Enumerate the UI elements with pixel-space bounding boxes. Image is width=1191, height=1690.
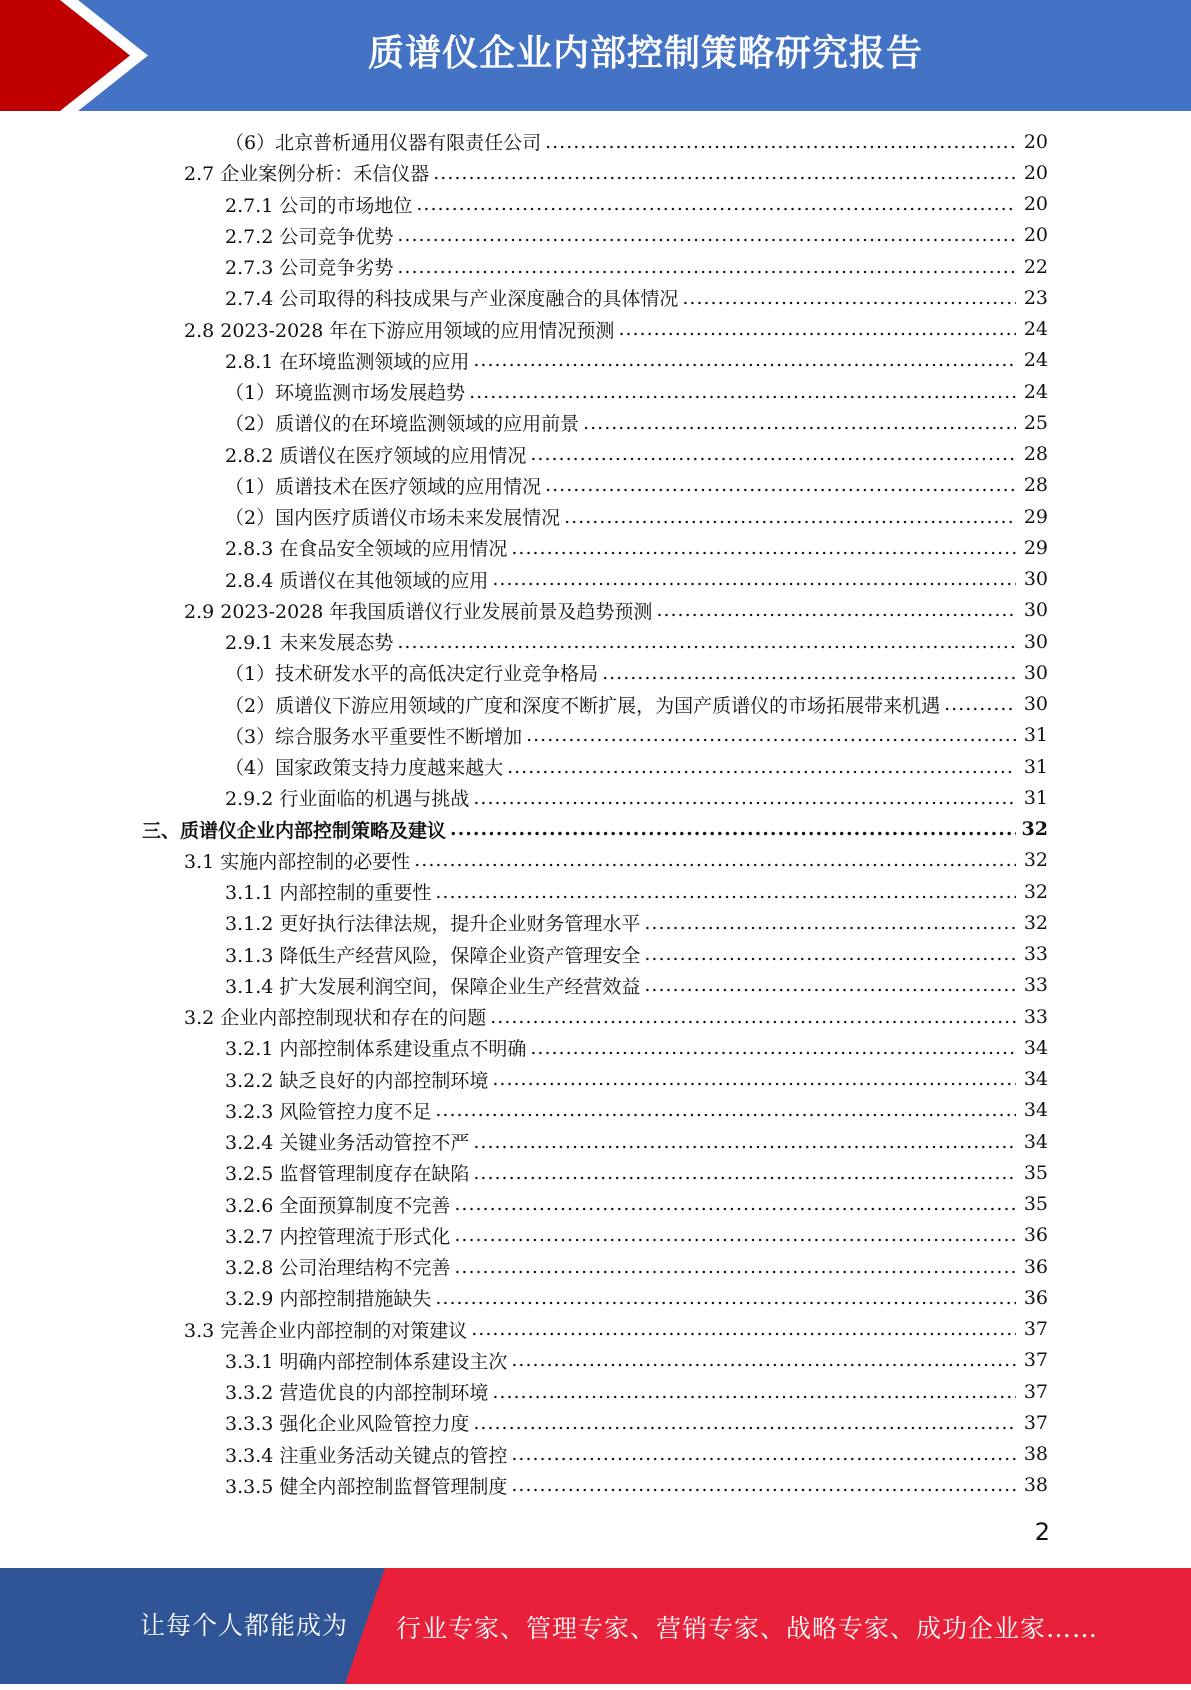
toc-entry[interactable] [0,1314,1191,1345]
toc-entry-title: 3.2.8 公司治理结构不完善 [225,1257,451,1280]
toc-entry-page: 30 [1023,661,1048,684]
toc-entry-title: 3.3.3 强化企业风险管控力度 [225,1413,470,1436]
toc-entry[interactable] [0,1345,1191,1376]
toc-dot-leader [644,943,1016,965]
toc-dot-leader [454,1256,1016,1278]
toc-entry-title: 3.2.4 关键业务活动管控不严 [225,1132,470,1155]
toc-entry[interactable] [0,1157,1191,1188]
toc-entry-title: 3.2.1 内部控制体系建设重点不明确 [225,1038,527,1061]
toc-entry-page: 32 [1023,911,1048,934]
toc-entry-title: 3.3.5 健全内部控制监督管理制度 [225,1475,508,1498]
toc-dot-leader [511,1349,1016,1371]
toc-entry-page: 20 [1023,161,1048,184]
toc-entry-page: 33 [1023,943,1048,966]
toc-entry-title: 2.8.4 质谱仪在其他领域的应用 [225,569,489,592]
toc-dot-leader [492,1068,1016,1090]
toc-entry-page: 35 [1023,1193,1048,1216]
toc-entry-title: 3.2.9 内部控制措施缺失 [225,1288,432,1311]
toc-entry-title: 3.1.4 扩大发展利润空间，保障企业生产经营效益 [225,975,641,998]
toc-entry-page: 32 [1023,880,1048,903]
toc-entry[interactable] [0,970,1191,1001]
toc-entry-title: 3.2.5 监督管理制度存在缺陷 [225,1163,470,1186]
toc-dot-leader [583,412,1016,434]
toc-dot-leader [397,224,1016,246]
toc-dot-leader [944,693,1016,715]
toc-entry-title: （4）国家政策支持力度越来越大 [225,757,504,780]
toc-dot-leader [492,568,1016,590]
toc-entry[interactable] [0,1251,1191,1282]
toc-dot-leader [397,631,1016,653]
toc-entry[interactable] [0,626,1191,657]
toc-entry-page: 36 [1023,1224,1048,1247]
toc-entry-title: 3.2.7 内控管理流于形式化 [225,1225,451,1248]
toc-dot-leader [530,1037,1016,1059]
page-number: 2 [1034,1518,1050,1546]
toc-dot-leader [397,256,1016,278]
toc-entry-title: （2）质谱仪的在环境监测领域的应用前景 [225,413,580,436]
toc-entry-page: 35 [1023,1161,1048,1184]
toc-dot-leader [454,1193,1016,1215]
toc-entry-page: 30 [1023,630,1048,653]
toc-entry-page: 34 [1023,1068,1048,1091]
toc-entry-page: 30 [1023,693,1048,716]
toc-entry-page: 38 [1023,1474,1048,1497]
toc-entry-title: （1）环境监测市场发展趋势 [225,382,466,405]
toc-entry[interactable] [0,1407,1191,1438]
footer-slogan-left: 让每个人都能成为 [140,1611,349,1640]
toc-entry-title: （6）北京普析通用仪器有限责任公司 [225,132,542,155]
toc-entry-title: 2.7.4 公司取得的科技成果与产业深度融合的具体情况 [225,288,679,311]
toc-dot-leader [511,1474,1016,1496]
toc-dot-leader [492,1381,1016,1403]
toc-entry[interactable] [0,876,1191,907]
toc-entry-page: 29 [1023,536,1048,559]
toc-entry-title: 2.8.2 质谱仪在医疗领域的应用情况 [225,444,527,467]
toc-entry-page: 20 [1023,130,1048,153]
toc-entry[interactable] [0,345,1191,376]
toc-dot-leader [450,818,1016,840]
toc-dot-leader [435,1099,1016,1121]
toc-entry[interactable] [0,532,1191,563]
toc-entry-title: （1）质谱技术在医疗领域的应用情况 [225,475,542,498]
toc-dot-leader [471,1318,1016,1340]
toc-entry-page: 22 [1023,255,1048,278]
toc-entry[interactable] [0,1220,1191,1251]
toc-entry-title: 2.7.3 公司竞争劣势 [225,257,394,280]
toc-dot-leader [656,599,1016,621]
page-header [0,0,1191,111]
toc-entry-title: 2.7.1 公司的市场地位 [225,194,413,217]
toc-entry-page: 33 [1023,1005,1048,1028]
toc-entry-page: 37 [1023,1349,1048,1372]
page-footer [0,1568,1191,1684]
toc-entry[interactable] [0,939,1191,970]
toc-dot-leader [530,443,1016,465]
toc-dot-leader [416,193,1016,215]
toc-entry-title: 2.8.3 在食品安全领域的应用情况 [225,538,508,561]
toc-entry-title: 3.2.3 风险管控力度不足 [225,1100,432,1123]
toc-entry-page: 34 [1023,1099,1048,1122]
toc-dot-leader [511,1443,1016,1465]
toc-dot-leader [454,1224,1016,1246]
header-arrow-decoration [0,0,160,111]
toc-entry[interactable] [0,1126,1191,1157]
toc-dot-leader [473,1131,1016,1153]
toc-entry-title: 3.3.2 营造优良的内部控制环境 [225,1382,489,1405]
toc-entry-title: 3.2 企业内部控制现状和存在的问题 [184,1007,487,1030]
toc-entry[interactable] [0,251,1191,282]
toc-entry-page: 20 [1023,224,1048,247]
toc-entry[interactable] [0,1470,1191,1501]
toc-entry-page: 36 [1023,1255,1048,1278]
toc-entry[interactable] [0,814,1191,845]
toc-entry[interactable] [0,189,1191,220]
toc-entry[interactable] [0,314,1191,345]
toc-entry-page: 24 [1023,349,1048,372]
toc-entry-title: 2.7.2 公司竞争优势 [225,225,394,248]
toc-dot-leader [435,1287,1016,1309]
toc-dot-leader [545,131,1016,153]
toc-entry[interactable] [0,564,1191,595]
toc-entry[interactable] [0,1064,1191,1095]
toc-entry-title: 2.9 2023-2028 年我国质谱仪行业发展前景及趋势预测 [184,600,653,623]
toc-dot-leader [473,1412,1016,1434]
toc-entry[interactable] [0,1376,1191,1407]
toc-dot-leader [473,787,1016,809]
toc-entry[interactable] [0,1095,1191,1126]
toc-dot-leader [469,381,1016,403]
toc-entry-page: 28 [1023,443,1048,466]
toc-entry-title: 2.8.1 在环境监测领域的应用 [225,350,470,373]
toc-entry[interactable] [0,282,1191,313]
toc-entry-page: 24 [1023,380,1048,403]
toc-entry-title: 2.8 2023-2028 年在下游应用领域的应用情况预测 [184,319,615,342]
toc-dot-leader [602,662,1016,684]
toc-entry-page: 36 [1023,1286,1048,1309]
toc-entry[interactable] [0,439,1191,470]
toc-entry-title: 3.1.2 更好执行法律法规，提升企业财务管理水平 [225,913,641,936]
toc-dot-leader [490,1006,1016,1028]
toc-entry[interactable] [0,907,1191,938]
toc-entry-page: 38 [1023,1443,1048,1466]
toc-entry-title: 3.2.2 缺乏良好的内部控制环境 [225,1069,489,1092]
toc-entry-page: 37 [1023,1411,1048,1434]
toc-entry-page: 28 [1023,474,1048,497]
toc-dot-leader [545,474,1016,496]
toc-entry[interactable] [0,126,1191,157]
toc-dot-leader [473,349,1016,371]
toc-entry-title: 3.3.4 注重业务活动关键点的管控 [225,1444,508,1467]
toc-dot-leader [564,506,1016,528]
toc-entry-page: 31 [1023,786,1048,809]
toc-entry-title: 3.1 实施内部控制的必要性 [184,850,411,873]
toc-entry-title: 2.9.2 行业面临的机遇与挑战 [225,788,470,811]
toc-entry-page: 30 [1023,568,1048,591]
toc-dot-leader [435,881,1016,903]
toc-entry-title: 3.3 完善企业内部控制的对策建议 [184,1319,468,1342]
toc-dot-leader [644,912,1016,934]
toc-entry[interactable] [0,1001,1191,1032]
toc-dot-leader [433,162,1016,184]
toc-dot-leader [644,974,1016,996]
toc-dot-leader [473,1162,1016,1184]
toc-entry-page: 31 [1023,755,1048,778]
toc-entry-title: （2）国内医疗质谱仪市场未来发展情况 [225,507,561,530]
toc-dot-leader [511,537,1016,559]
toc-entry-page: 30 [1023,599,1048,622]
toc-entry-title: 3.1.3 降低生产经营风险，保障企业资产管理安全 [225,944,641,967]
table-of-contents [0,126,1191,1501]
toc-entry-page: 37 [1023,1318,1048,1341]
toc-entry[interactable] [0,595,1191,626]
toc-entry[interactable] [0,1189,1191,1220]
toc-entry[interactable] [0,657,1191,688]
toc-entry-page: 24 [1023,318,1048,341]
toc-entry-page: 32 [1023,849,1048,872]
toc-entry[interactable] [0,157,1191,188]
toc-entry[interactable] [0,470,1191,501]
toc-entry[interactable] [0,720,1191,751]
toc-entry-page: 29 [1023,505,1048,528]
toc-entry-title: 2.9.1 未来发展态势 [225,632,394,655]
toc-dot-leader [618,318,1016,340]
report-title: 质谱仪企业内部控制策略研究报告 [367,33,923,74]
toc-entry[interactable] [0,845,1191,876]
toc-entry[interactable] [0,689,1191,720]
toc-entry[interactable] [0,501,1191,532]
toc-entry[interactable] [0,782,1191,813]
toc-entry-title: 三、质谱仪企业内部控制策略及建议 [142,819,447,842]
footer-slogan-right: 行业专家、管理专家、营销专家、战略专家、成功企业家…… [396,1614,1099,1643]
toc-entry[interactable] [0,1032,1191,1063]
toc-entry-page: 33 [1023,974,1048,997]
toc-dot-leader [507,756,1016,778]
toc-entry-title: 3.2.6 全面预算制度不完善 [225,1194,451,1217]
toc-entry[interactable] [0,751,1191,782]
toc-entry-page: 25 [1023,411,1048,434]
toc-entry[interactable] [0,1282,1191,1313]
toc-entry-title: 3.1.1 内部控制的重要性 [225,882,432,905]
toc-entry-page: 34 [1023,1036,1048,1059]
toc-entry[interactable] [0,220,1191,251]
toc-entry-page: 32 [1021,818,1048,841]
toc-entry-title: （2）质谱仪下游应用领域的广度和深度不断扩展，为国产质谱仪的市场拓展带来机遇 [225,694,941,717]
toc-dot-leader [526,724,1016,746]
toc-entry-title: 3.3.1 明确内部控制体系建设主次 [225,1350,508,1373]
toc-entry-title: （1）技术研发水平的高低决定行业竞争格局 [225,663,599,686]
toc-entry-title: （3）综合服务水平重要性不断增加 [225,725,523,748]
toc-entry-page: 37 [1023,1380,1048,1403]
toc-entry[interactable] [0,1439,1191,1470]
toc-entry-title: 2.7 企业案例分析：禾信仪器 [184,163,430,186]
toc-entry-page: 20 [1023,193,1048,216]
toc-entry-page: 34 [1023,1130,1048,1153]
toc-entry[interactable] [0,376,1191,407]
toc-entry-page: 31 [1023,724,1048,747]
toc-dot-leader [414,849,1016,871]
toc-dot-leader [682,287,1016,309]
toc-entry-page: 23 [1023,286,1048,309]
toc-entry[interactable] [0,407,1191,438]
